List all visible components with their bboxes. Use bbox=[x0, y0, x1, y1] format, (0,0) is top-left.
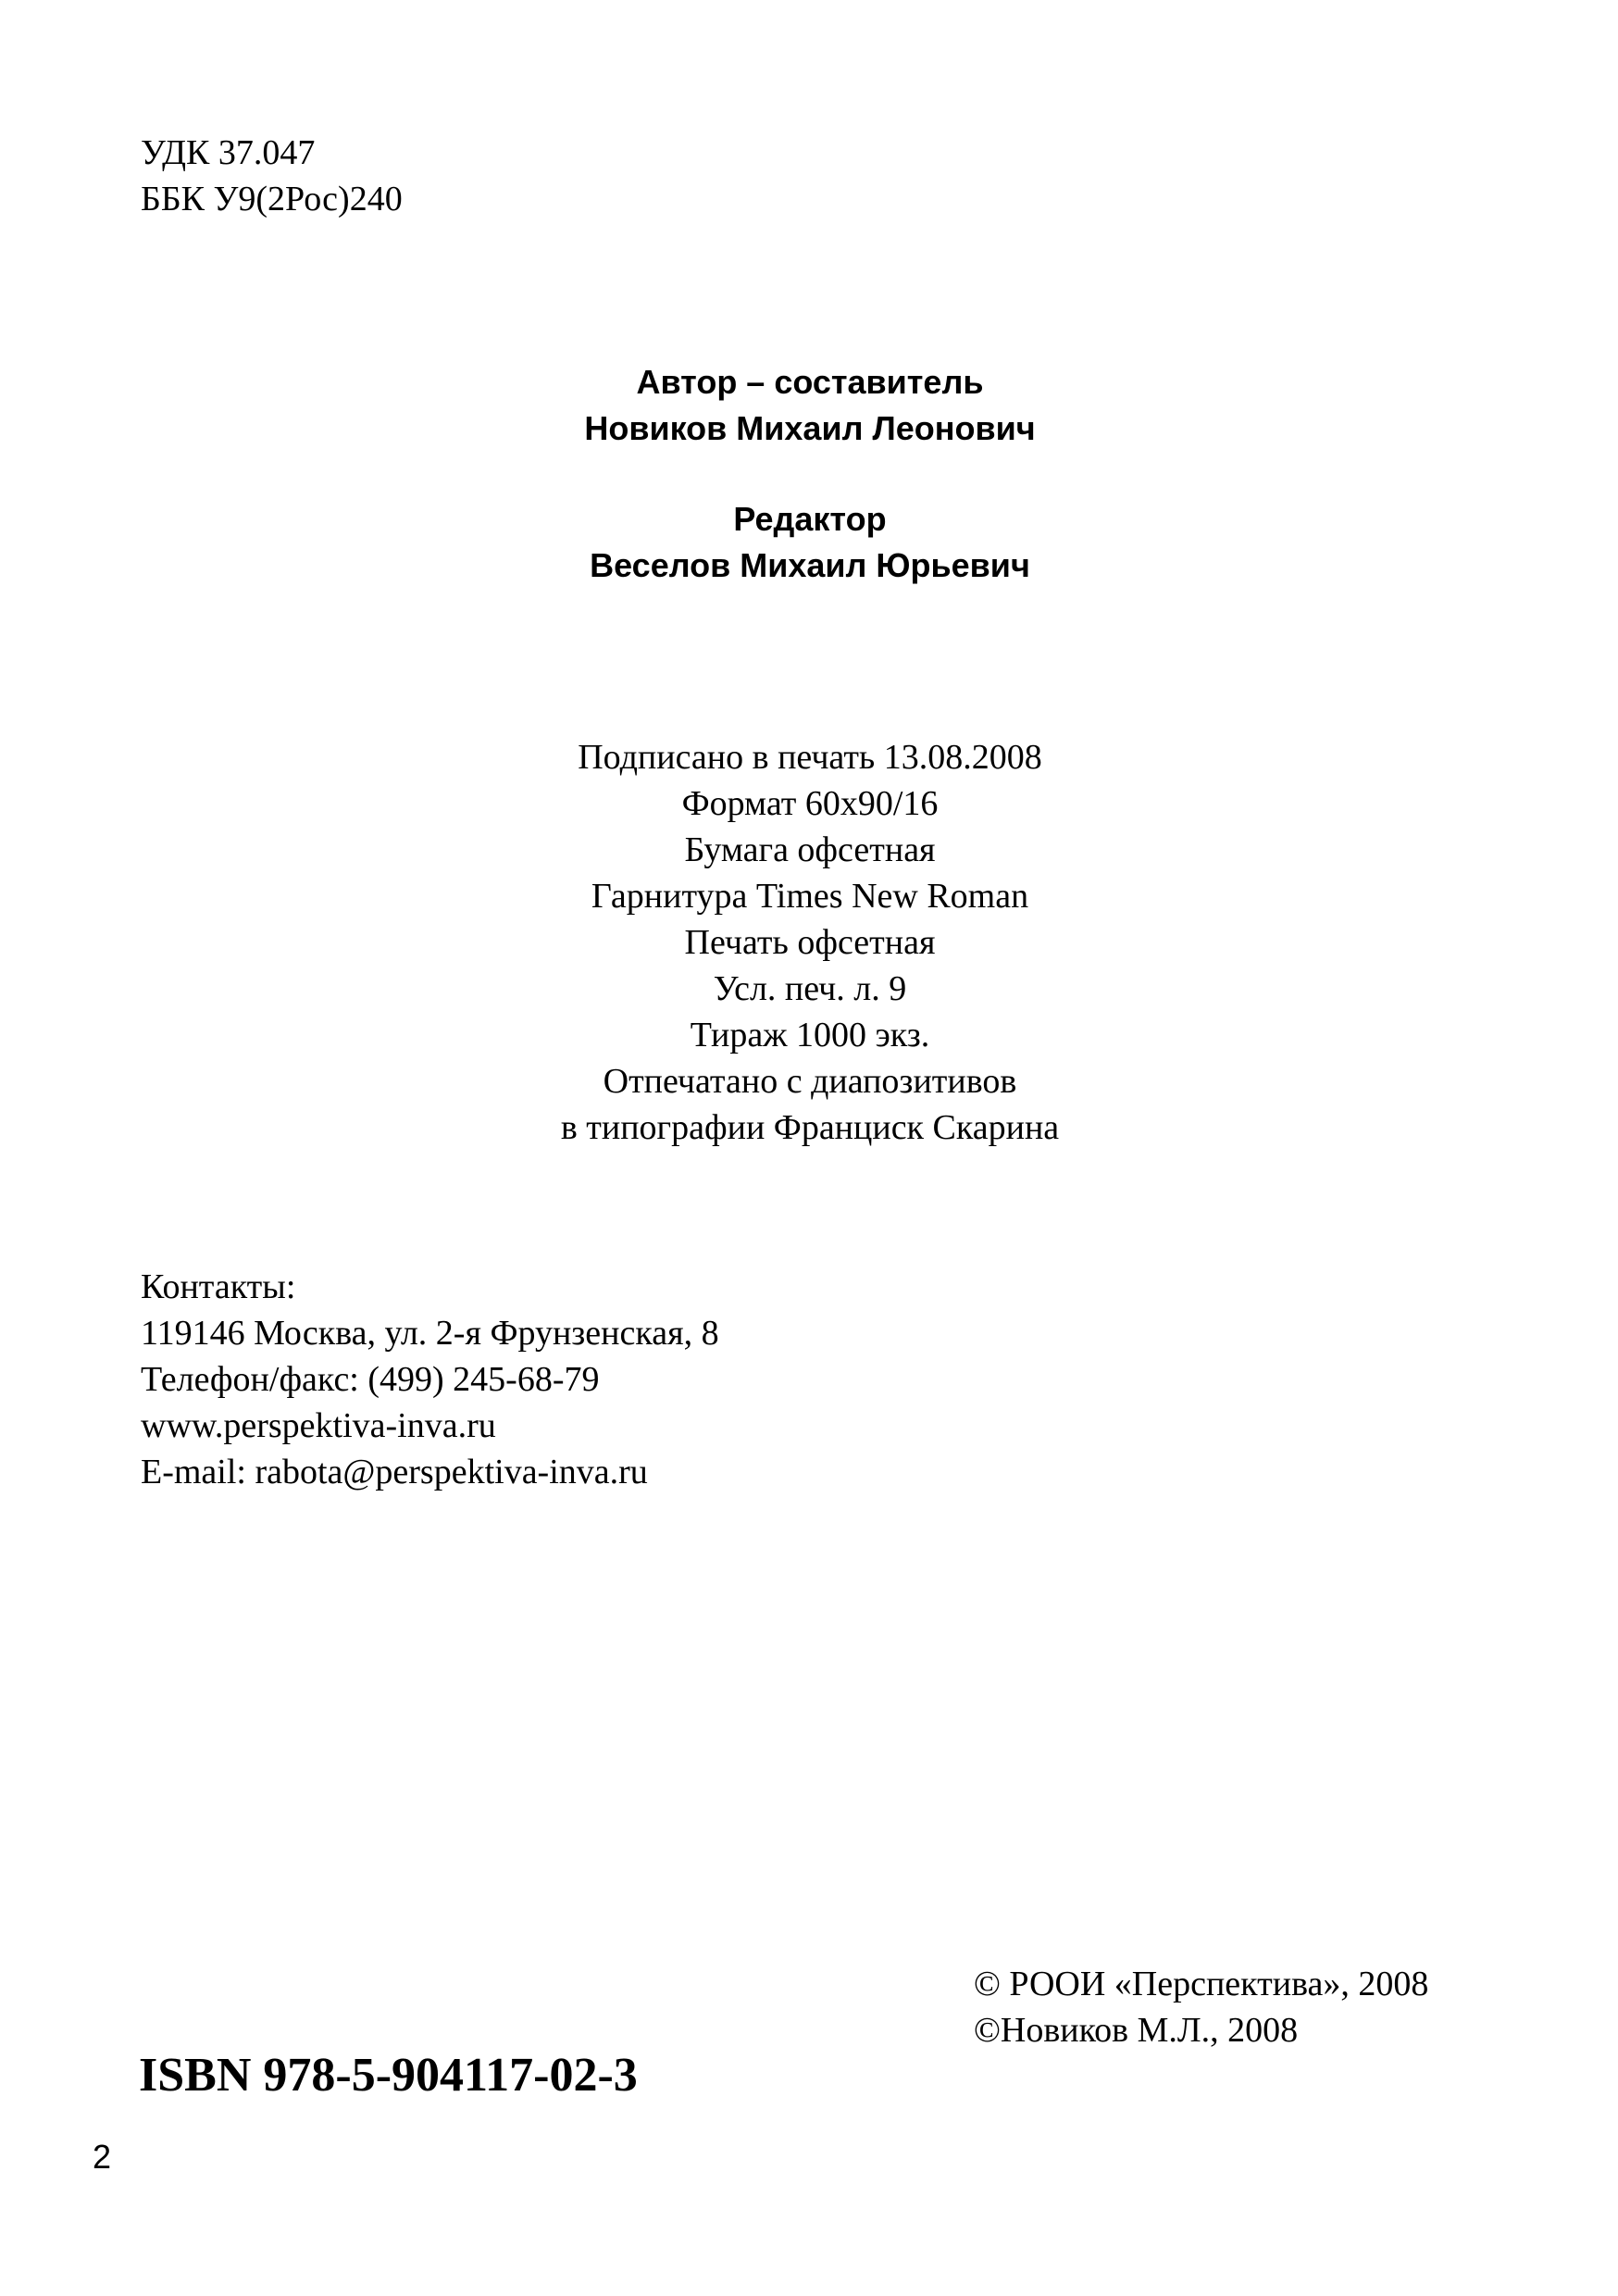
contacts-address: 119146 Москва, ул. 2-я Фрунзенская, 8 bbox=[141, 1314, 719, 1353]
printed-from: Отпечатано с диапозитивов bbox=[603, 1062, 1017, 1101]
copyright-publisher: © РООИ «Перспектива», 2008 bbox=[974, 1965, 1429, 2003]
credits-spacer bbox=[417, 452, 1203, 496]
copyright-author: ©Новиков М.Л., 2008 bbox=[974, 2011, 1299, 2050]
signed-to-print: Подписано в печать 13.08.2008 bbox=[578, 738, 1042, 777]
typeface: Гарнитура Times New Roman bbox=[591, 877, 1029, 916]
contacts-phone: Телефон/факс: (499) 245-68-79 bbox=[141, 1360, 600, 1399]
contacts-heading: Контакты: bbox=[141, 1267, 296, 1306]
editor-role: Редактор bbox=[733, 500, 887, 538]
print-run: Тираж 1000 экз. bbox=[690, 1016, 930, 1054]
contacts-website: www.perspektiva-inva.ru bbox=[141, 1406, 496, 1445]
paper: Бумага офсетная bbox=[684, 830, 936, 869]
page-number: 2 bbox=[93, 2138, 112, 2176]
publication-details bbox=[417, 734, 1203, 1151]
isbn: ISBN 978-5-904117-02-3 bbox=[139, 2049, 638, 2102]
credits-block bbox=[417, 359, 1203, 589]
bbk-code: ББК У9(2Рос)240 bbox=[141, 180, 403, 218]
udk-code: УДК 37.047 bbox=[141, 133, 316, 172]
printing-house: в типографии Франциск Скарина bbox=[560, 1108, 1060, 1147]
format: Формат 60х90/16 bbox=[681, 784, 939, 823]
printing-method: Печать офсетная bbox=[684, 923, 936, 962]
classification-codes bbox=[141, 130, 403, 222]
copyright-block bbox=[974, 1961, 1428, 2053]
contacts-block bbox=[141, 1264, 719, 1495]
author-name: Новиков Михаил Леонович bbox=[584, 409, 1036, 447]
printed-sheets: Усл. печ. л. 9 bbox=[713, 969, 907, 1008]
editor-name: Веселов Михаил Юрьевич bbox=[590, 546, 1030, 584]
author-role: Автор – составитель bbox=[636, 363, 984, 401]
contacts-email: E-mail: rabota@perspektiva-inva.ru bbox=[141, 1453, 648, 1491]
